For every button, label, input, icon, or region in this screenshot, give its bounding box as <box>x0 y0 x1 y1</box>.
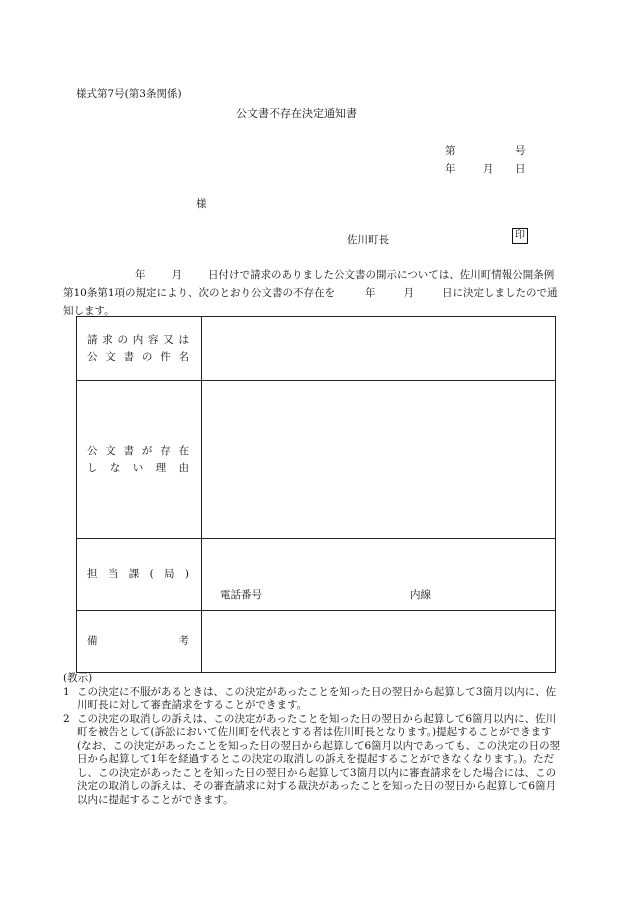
remarks-label-cell <box>77 611 202 673</box>
request-content-label-cell <box>77 317 202 381</box>
request-content-field[interactable] <box>202 317 556 381</box>
instruction-text: この決定に不服があるときは、この決定があったことを知った日の翌日から起算して3箇月以内に、佐川町長に対して審査請求をすることができます。 <box>77 685 557 711</box>
date-year-label: 年 <box>445 163 456 175</box>
notice-body <box>63 266 563 320</box>
request-content-label-line1: 請求の内容又は <box>87 333 189 346</box>
nonexistence-reason-label-cell <box>77 381 202 539</box>
addressee-honorific: 様 <box>196 198 207 210</box>
date-day-label: 日 <box>515 163 526 175</box>
nonexistence-reason-label-line2: しない理由 <box>87 461 189 474</box>
form-number: 様式第7号(第3条関係) <box>76 88 182 100</box>
instruction-text: この決定の取消しの訴えは、この決定があったことを知った日の翌日から起算して6箇月以内に、佐川町を被告として(訴訟において佐川町を代表とする者は佐川町長となります。)提起することができます(なお、この決定があったことを知った日の翌日から起算して6箇月以内であっても、この決定の日の翌日から起算して1年を経過するとこの決定の取消しの訴えを提起することができなくなります。)。ただし、この決定があったことを知った日の翌日から起算して3箇月以内に審査請求をした場合には、この決定の取消しの訴えは、その審査請求に対する裁決があったことを知った日の翌日から起算して6箇月以内に提起することができます。 <box>77 712 561 806</box>
document-number-suffix: 号 <box>515 145 526 157</box>
instructions-heading: (教示) <box>63 672 93 684</box>
body-year: 年 <box>135 269 146 281</box>
document-title: 公文書不存在決定通知書 <box>236 107 357 120</box>
nonexistence-reason-label-line1: 公文書が存在 <box>87 444 189 457</box>
instruction-item <box>63 686 563 713</box>
instruction-number: 2 <box>63 712 70 725</box>
date-month-label: 月 <box>483 163 494 175</box>
body-text-end: 日に決定しましたので通知します。 <box>63 287 558 317</box>
body-decision-year: 年 <box>365 287 376 299</box>
instruction-number: 1 <box>63 685 70 698</box>
instruction-item <box>63 713 563 808</box>
remarks-label: 備考 <box>87 635 189 647</box>
body-decision-month: 月 <box>403 287 415 299</box>
remarks-field[interactable] <box>202 611 556 673</box>
department-label-cell <box>77 539 202 611</box>
nonexistence-reason-field[interactable] <box>202 381 556 539</box>
department-label: 担当課(局) <box>87 568 189 580</box>
seal-stamp: 印 <box>512 228 528 244</box>
request-content-label-line2: 公文書の件名 <box>87 350 189 363</box>
department-field[interactable] <box>202 539 556 611</box>
phone-number-label: 電話番号 <box>220 589 262 601</box>
body-text-main: 日付けで請求のありました公文書の開示については、佐川町情報公開条例第10条第1項の規定により、次のとおり公文書の不存在を <box>63 269 555 299</box>
decision-table <box>76 316 556 673</box>
sender-name: 佐川町長 <box>347 234 389 246</box>
body-month: 月 <box>171 269 182 281</box>
extension-label: 内線 <box>410 589 431 601</box>
instructions-section <box>63 672 563 807</box>
document-number-prefix: 第 <box>445 145 456 157</box>
